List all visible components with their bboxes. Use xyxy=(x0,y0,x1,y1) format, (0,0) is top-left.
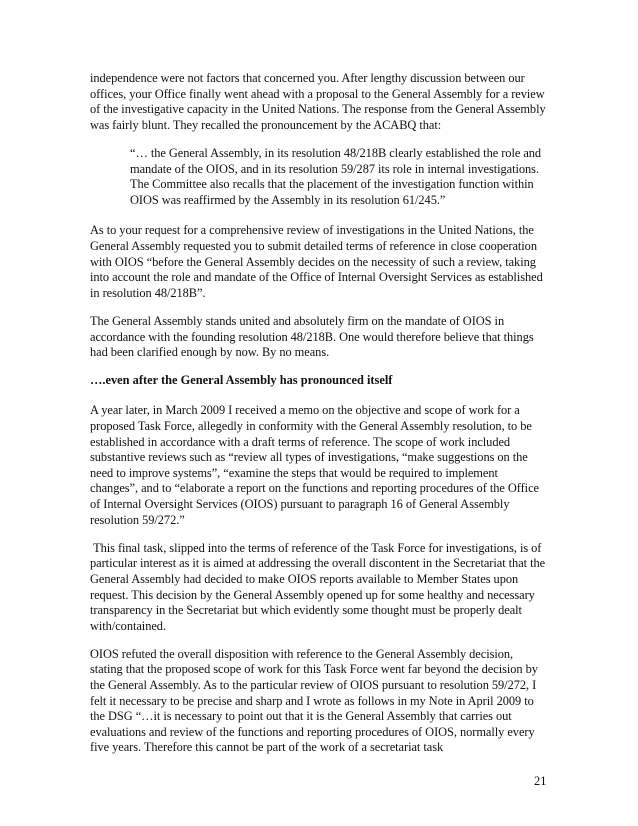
block-quote: “… the General Assembly, in its resolution 48/218B clearly established the role and mandate of the OIOS, and in its resolution 59/287 its role in internal investigations. The Committee also recalls that the placement of the investigation function within OIOS was reaffirmed by the Assembly in its resolution 61/245.” xyxy=(130,145,542,207)
body-paragraph: independence were not factors that concerned you. After lengthy discussion between our offices, your Office finally went ahead with a proposal to the General Assembly for a review of the investigative capacity in the United Nations. The response from the General Assembly was fairly blunt. They recalled the pronouncement by the ACABQ that: xyxy=(90,71,546,132)
body-paragraph: As to your request for a comprehensive review of investigations in the United Nations, the General Assembly requested you to submit detailed terms of reference in close cooperation with OIOS “before the General Assembly decides on the necessity of such a review, taking into account the role and mandate of the Office of Internal Oversight Services as established in resolution 48/218B”. xyxy=(90,223,543,300)
page-number: 21 xyxy=(534,774,547,788)
document-page xyxy=(90,71,548,769)
body-paragraph: The General Assembly stands united and absolutely firm on the mandate of OIOS in accordance with the founding resolution 48/218B. One would therefore believe that things had been clarified enough by now. By no means. xyxy=(90,313,534,360)
body-paragraph: A year later, in March 2009 I received a memo on the objective and scope of work for a proposed Task Force, allegedly in conformity with the General Assembly resolution, to be established in accordance with a draft terms of reference. The scope of work included substantive reviews such as “review all types of investigations, “make suggestions on the need to improve systems”, “examine the steps that would be required to implement changes”, and to “elaborate a report on the functions and reporting procedures of the Office of Internal Oversight Services (OIOS) pursuant to paragraph 16 of General Assembly resolution 59/272.” xyxy=(90,403,539,527)
body-paragraph: This final task, slipped into the terms of reference of the Task Force for investigations, is of particular interest as it is aimed at addressing the overall discontent in the Secretariat that the General Assembly had decided to make OIOS reports available to Member States upon request. This decision by the General Assembly opened up for some healthy and necessary transparency in the Secretariat but which evidently some thought must be properly dealt with/contained. xyxy=(90,540,549,633)
body-paragraph: OIOS refuted the overall disposition with reference to the General Assembly decision, stating that the proposed scope of work for this Task Force went far beyond the decision by the General Assembly. As to the particular review of OIOS pursuant to resolution 59/272, I felt it necessary to be precise and sharp and I wrote as follows in my Note in April 2009 to the DSG “…it is necessary to point out that it is the General Assembly that carries out evaluations and review of the functions and reporting procedures of OIOS, normally every five years. Therefore this cannot be part of the work of a secretariat task xyxy=(90,646,538,755)
section-heading: ….even after the General Assembly has pronounced itself xyxy=(90,373,393,388)
